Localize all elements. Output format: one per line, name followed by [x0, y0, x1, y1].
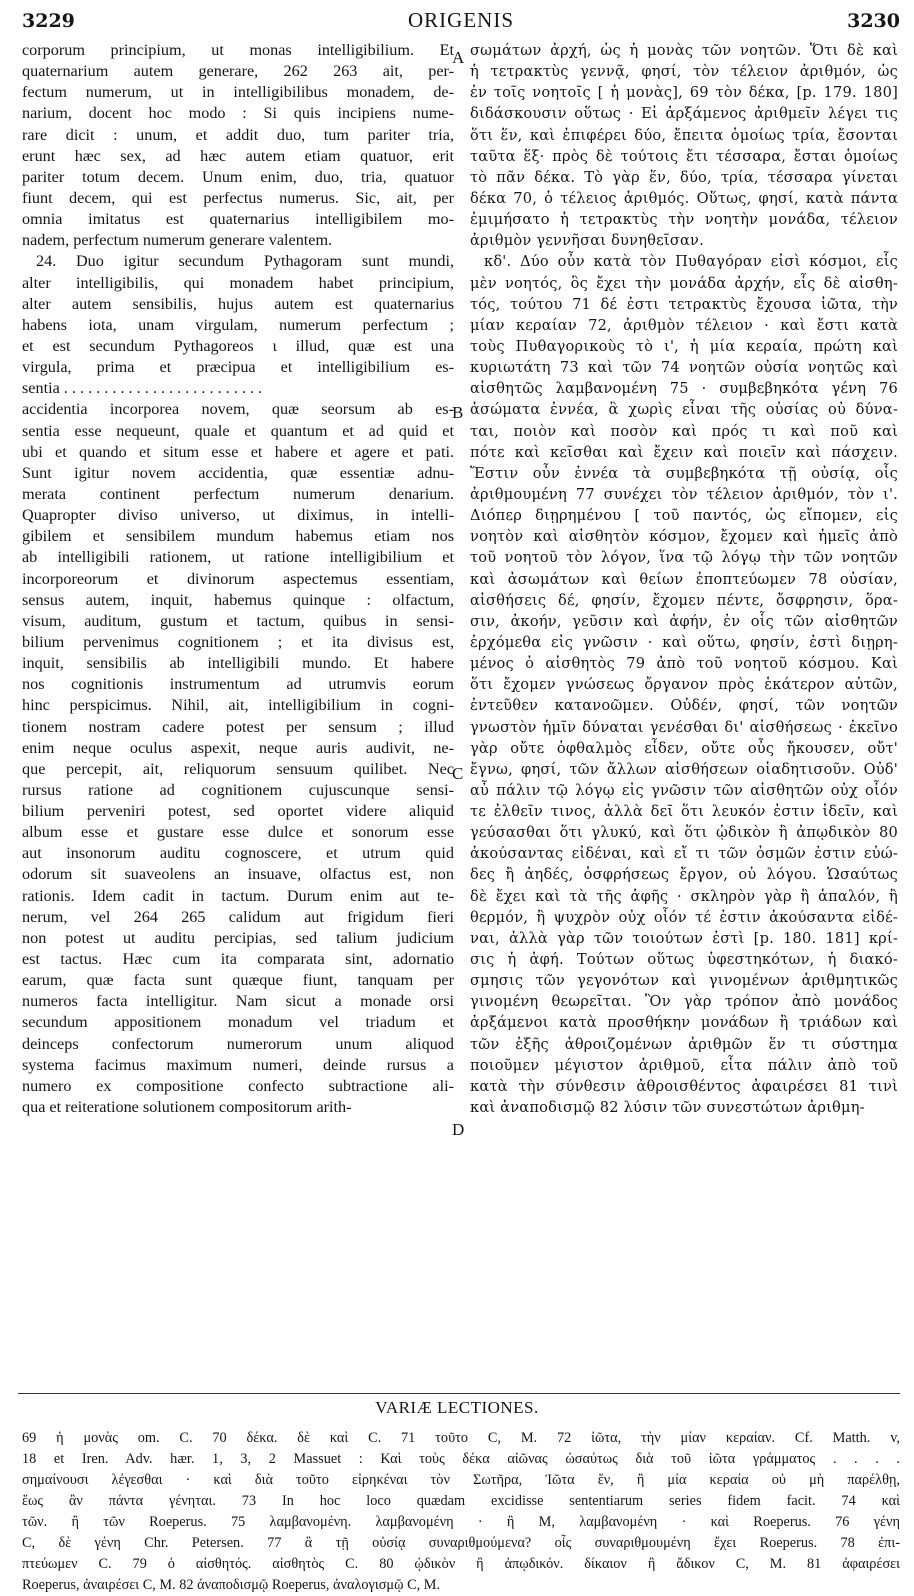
latin-text-line: systema facimus maximum numeri, deinde rursus a — [22, 1055, 454, 1074]
greek-text-line: ἀρξάμενοι κατὰ προσθήκην μονάδων ἢ τριάδων καὶ — [470, 1014, 898, 1032]
greek-text-line: ταῦτα ἕξ· πρὸς δὲ τούτοις ἔτι τέσσαρα, ἔσται ὁμοίως — [470, 147, 898, 165]
latin-text-line: sentia esse nequeunt, quale et quantum et ad quid et — [22, 421, 454, 440]
latin-text-line: nos cognitionis instrumentum ad utrumvis eorum — [22, 675, 454, 694]
page-header — [22, 4, 900, 38]
latin-text-line: est tactus. Hæc cum ita comparata sint, adornatio — [22, 950, 454, 969]
greek-text-line: καὶ ἀσωμάτων καὶ θείων ἐποπτεύωμεν 78 οὐσίαν, — [470, 570, 898, 588]
greek-text-line: τὸ πᾶν δέκα. Τὸ γὰρ ἕν, δύο, τρία, τέσσαρα γίνεται — [470, 168, 898, 186]
note-line: 69 ἡ μονὰς om. C. 70 δέκα. δὲ καὶ C. 71 τοῦτο C, M. 72 ἰῶτα, τὴν μίαν κεραίαν. Cf. Matth. v, — [22, 1430, 900, 1446]
latin-text-line: quaternarium autem generare, 262 263 ait, per- — [22, 62, 454, 81]
latin-text-line: rare dicit : unum, et addit duo, tum pariter tria, — [22, 125, 454, 144]
latin-text-line: rursus ratione ad cognitionem cujuscunque sensi- — [22, 780, 454, 799]
greek-column — [470, 40, 898, 1118]
greek-text-line: σις ἡ ἁφή. Τούτων οὕτως ὑφεστηκότων, ἡ διακό- — [470, 951, 898, 969]
latin-text-line: rationis. Idem cadit in tactum. Durum enim aut te- — [22, 886, 454, 905]
greek-text-line: δες ἢ ἀηδές, ὀσφρήσεως ἔργον, οὐ λόγου. Ὡσαύτως — [470, 866, 898, 884]
margin-letter-c: C — [452, 764, 464, 783]
greek-text-line: ὅτι ἕν, καὶ ἐπιφέρει δύο, ἔπειτα ὁμοίως τρία, ἔσονται — [470, 126, 898, 144]
latin-text-line: fiunt decem, qui est perfectus numerus. Sic, ait, per — [22, 188, 454, 207]
greek-text-line: ναι, ἀλλὰ γὰρ τῶν τοιούτων ἐστὶ [p. 180. 181] κρί- — [470, 929, 898, 947]
greek-text-line: ἀσώματα ἐννέα, ἃ χωρὶς εἶναι τῆς οὐσίας οὐ δύνα- — [470, 401, 898, 419]
latin-text-line: sensus autem, inquit, habemus quinque : olfactum, — [22, 590, 454, 609]
greek-text-line: γεύσασθαι ὅτι γλυκύ, καὶ ὅτι ᾠδικὸν ἢ ἀπῳδικὸν 80 — [470, 824, 898, 842]
greek-text-line: κατὰ τὴν σύνθεσιν ἀθροισθέντος ἀφαιρέσει 81 τινὶ — [470, 1077, 898, 1095]
greek-text-line: μὲν νοητός, ὃς ἔχει τὴν μονάδα ἀρχήν, εἷς δὲ αἰσθη- — [470, 274, 898, 292]
footnote-divider — [18, 1393, 900, 1394]
note-line: πτεύωμεν C. 79 ὁ αἰσθητός. αἰσθητὸς C. 80 ᾠδικὸν ἢ ἀπῳδικόν. δίκαιον ἢ ἄδικον C, M. 81 ἀφαιρέσει — [22, 1556, 900, 1572]
latin-text-line: sentia . . . . . . . . . . . . . . . . . . . . . . . . . — [22, 379, 263, 398]
left-page-number: 3229 — [22, 10, 75, 32]
greek-text-line: ἀριθμὸν γεννῆσαι δυνηθεῖσαν. — [470, 232, 704, 250]
greek-text-line: μίαν κεραίαν 72, ἀριθμὸν τέλειον · καὶ ἔστι κατὰ — [470, 316, 898, 334]
greek-text-line: ται, ποιὸν καὶ ποσὸν καὶ πρός τι καὶ ποῦ καὶ — [470, 422, 898, 440]
greek-text-line: ποιοῦμεν μέγιστον ἀριθμοῦ, εἶτα πάλιν ἀπὸ τοῦ — [470, 1056, 898, 1074]
greek-text-line: σμησις τῶν γεγονότων καὶ γινομένων ἀριθμητικῶς — [470, 972, 898, 990]
greek-text-line: καὶ ἀναποδισμῷ 82 λύσιν τῶν συνεστώτων ἀριθμη- — [470, 1099, 865, 1117]
latin-text-line: accidentia incorporea novem, quæ seorsum ab es- — [22, 400, 454, 419]
note-line: Roeperus, ἀναιρέσει C, M. 82 ἀναποδισμῷ Roeperus, ἀναλογισμῷ C, M. — [22, 1577, 441, 1593]
latin-text-line: corporum principium, ut monas intelligibilium. Et — [22, 41, 454, 59]
latin-text-line: visum, auditum, gustum et tactum, quibus in sensi- — [22, 611, 454, 630]
latin-text-line: habens iota, unam virgulam, numerum perfectum ; — [22, 315, 454, 334]
greek-text-line: ἀκούσαντας εἰδέναι, καὶ εἴ τι τῶν ὀσμῶν ἐστιν εὐώ- — [470, 845, 898, 863]
latin-text-line: odorum sit suaveolens an insuave, olfactus est, non — [22, 865, 454, 884]
latin-text-line: omnia imitatus est quaternarius intelligibilem mo- — [22, 210, 454, 229]
latin-text-line: erunt hæc sex, ad hæc autem etiam quatuor, erit — [22, 146, 454, 165]
margin-letter-a: A — [452, 48, 465, 67]
greek-text-line: τε ἐλθεῖν τινος, ἀλλὰ δεῖ ὅτι λευκόν ἐστιν ἰδεῖν, καὶ — [470, 803, 898, 821]
latin-text-line: narium, docent hoc modo : Si quis incipiens nume- — [22, 104, 454, 123]
latin-text-line: deinceps confectorum numerorum unum aliquod — [22, 1034, 454, 1053]
latin-text-line: Sunt igitur novem accidentia, quæ essentiæ adnu- — [22, 463, 454, 482]
latin-text-line: incorporeorum et divinorum aspectemus essentiam, — [22, 569, 454, 588]
greek-text-line: γινομένη θεωρεῖται. Ὃν γὰρ τρόπον ἀπὸ μονάδος — [470, 993, 898, 1011]
variae-lectiones-title: VARIÆ LECTIONES. — [375, 1398, 539, 1417]
greek-text-line: σωμάτων ἀρχή, ὡς ἡ μονὰς τῶν νοητῶν. Ὅτι δὲ καὶ — [470, 42, 898, 59]
greek-text-line: τῶν ἑξῆς ἀθροιζομένων ἀριθμῶν ἕν τι σύστημα — [470, 1035, 898, 1053]
greek-text-line: νοητὸν καὶ αἰσθητὸν κόσμον, ἔχομεν καὶ ἡμεῖς ἀπὸ — [470, 528, 898, 546]
greek-text-line: γνωστὸν ἡμῖν δύναται γενέσθαι δι' αἰσθήσεως · ἐκεῖνο — [470, 718, 898, 736]
latin-text-line: bilium pervenimus cognitionem ; et ita divisus est, — [22, 632, 454, 651]
latin-text-line: numero ex compositione confecto subtractione ali- — [22, 1076, 454, 1095]
note-line: 18 et Iren. Adv. hær. 1, 3, 2 Massuet : Καὶ τοὺς δέκα αἰῶνας ὡσαύτως διὰ τοῦ ἰῶτα γράμματος . . . . — [22, 1451, 900, 1467]
greek-text-line: Ἔστιν οὖν ἐννέα τὰ συμβεβηκότα τῇ οὐσίᾳ, οἷς — [470, 464, 898, 482]
note-line: C, δὲ γένη Chr. Petersen. 77 ἃ τῇ οὐσίᾳ συναριθμούμενα? οἷς συναριθμουμένη ἔχει Roeperus. 78 ἐπι- — [22, 1535, 900, 1551]
latin-text-line: fectum numerum, ut in intelligibilibus monadem, de- — [22, 83, 454, 102]
note-line: τῶν. ἢ τῶν Roeperus. 75 λαμβανομένη. λαμβανομένη · ἢ M, λαμβανομένη · καὶ Roeperus. 76 γένη — [22, 1514, 900, 1530]
latin-text-line: album esse et gustare esse dulce et sonorum esse — [22, 823, 454, 842]
greek-text-line: ὅτι ἔχομεν γνώσεως ὄργανον πρὸς ἑκάτερον αὐτῶν, — [470, 676, 898, 694]
latin-text-line: earum, quæ facta sunt quæque fiunt, tanquam per — [22, 971, 454, 990]
note-line: σημαίνουσι λέγεσθαι · καὶ διὰ τοῦτο εἰρηκέναι τὸν Σωτῆρα, Ἰῶτα ἕν, ἢ μία κεραία οὐ μὴ παρέλθῃ, — [22, 1472, 900, 1488]
greek-text-line: ἐντεῦθεν κατανοῶμεν. Οὐδέν, φησί, τῶν νοητῶν — [470, 697, 898, 715]
greek-text-line: διδάσκουσιν οὕτως · Εἰ ἀρξάμενος ἀριθμεῖν λέγει τις — [470, 105, 898, 123]
variae-lectiones-notes — [22, 1428, 900, 1596]
greek-text-line: τός, τούτου 71 δέ ἐστι τετρακτὺς ἔχουσα ἰῶτα, τὴν — [470, 295, 898, 313]
right-page-number: 3230 — [847, 10, 900, 32]
margin-letter-d: D — [452, 1120, 465, 1139]
latin-text-line: alter autem sensibilis, hujus autem est quaternarius — [22, 294, 454, 313]
running-title: ORIGENIS — [408, 8, 514, 32]
greek-text-line: ἀριθμουμένη 77 συνέχει τὸν τέλειον ἀριθμόν, τὸν ι'. — [470, 485, 898, 503]
greek-text-line: Διόπερ διῃρημένου [ τοῦ παντός, ὡς εἴπομεν, εἰς — [470, 507, 898, 525]
greek-text-line: ἐν τοῖς νοητοῖς [ ἡ μονὰς], 69 τὸν δέκα, [p. 179. 180] — [470, 84, 898, 102]
greek-text-line: πότε καὶ κεῖσθαι καὶ ἔχειν καὶ ποιεῖν καὶ πάσχειν. — [470, 443, 898, 461]
latin-text-line: ubi et quando et situm esse et habere et agere et pati. — [22, 442, 454, 461]
latin-text-line: qua et reiteratione solutionem compositorum arith- — [22, 1098, 352, 1117]
latin-text-line: inquit, sensibilis ab intelligibili mundo. Et habere — [22, 654, 454, 673]
greek-text-line: κυριωτάτη 73 καὶ τῶν 74 νοητῶν οὐσία νοητῶς καὶ — [470, 359, 898, 377]
greek-text-line: δέκα 70, ὁ τέλειος ἀριθμός. Οὕτως, φησί, κατὰ πάντα — [470, 189, 898, 207]
latin-text-line: enim neque oculus aspexit, neque auris audivit, ne- — [22, 738, 454, 757]
note-line: ἕως ἂν πάντα γένηται. 73 In hoc loco quædam excidisse sententiarum series fidem facit. 74 καὶ — [22, 1493, 900, 1509]
latin-text-line: merata continent perfectum numerum denarium. — [22, 484, 454, 503]
greek-text-line: ἐμιμήσατο ἡ τετρακτὺς τὴν νοητὴν μονάδα, τέλειον — [470, 211, 898, 229]
latin-text-line: alter intelligibilis, qui monadem habet principium, — [22, 273, 454, 292]
greek-text-line: αὖ πάλιν τῷ λόγῳ εἰς γνῶσιν τῶν αἰσθητῶν οὐχ οἷόν — [470, 781, 898, 799]
greek-text-line: τοὺς Πυθαγορικοὺς τὸ ι', ἡ μία κεραία, πρώτη καὶ — [470, 337, 898, 355]
latin-text-line: aut insonorum auditu cognoscere, et utrum quid — [22, 844, 454, 863]
greek-text-line: αἰσθητῶς λαμβανομένη 75 · συμβεβηκότα γένη 76 — [470, 380, 898, 398]
greek-text-line: δὲ ἔχει καὶ τὰ τῆς ἁφῆς · σκληρὸν γὰρ ἢ ἁπαλόν, ἢ — [470, 887, 898, 905]
margin-letter-b: B — [452, 403, 464, 422]
latin-text-line: tionem nostram cadere potest per sensum ; illud — [22, 717, 454, 736]
latin-column — [22, 40, 454, 1118]
greek-text-line: ἔγνω, φησί, τῶν ἄλλων αἰσθήσεων οἱαδητισοῦν. Οὐδ' — [470, 760, 898, 778]
latin-text-line: et est secundum Pythagoreos ι illud, quæ est una — [22, 336, 454, 355]
greek-text-line: κδ'. Δύο οὖν κατὰ τὸν Πυθαγόραν εἰσὶ κόσμοι, εἷς — [484, 253, 898, 271]
greek-text-line: αἰσθήσεις δέ, φησίν, ἔχομεν πέντε, ὄσφρησιν, ὅρα- — [470, 591, 898, 609]
latin-text-line: ab intelligibili rationem, ut ratione intelligibilium et — [22, 548, 454, 567]
latin-text-line: 24. Duo igitur secundum Pythagoram sunt mundi, — [36, 252, 454, 271]
greek-text-line: τοῦ νοητοῦ τὸν λόγον, ἵνα τῷ λόγῳ τὴν τῶν νοητῶν — [470, 549, 898, 567]
greek-text-line: σιν, ἀκοήν, γεῦσιν καὶ ἁφήν, ἐν οἷς τῶν αἰσθητῶν — [470, 612, 898, 630]
latin-text-line: gibilem et sensibilem mundum habemus etiam nos — [22, 527, 454, 546]
latin-text-line: nerum, vel 264 265 calidum aut frigidum fieri — [22, 907, 454, 926]
greek-text-line: γὰρ οὔτε ὀφθαλμὸς εἶδεν, οὔτε οὖς ἤκουσεν, οὔτ' — [470, 739, 898, 757]
latin-text-line: que percepit, ait, reliquorum sensuum quilibet. Nec — [22, 759, 454, 778]
greek-text-line: μένος ὁ αἰσθητὸς 79 ἀπὸ τοῦ νοητοῦ κόσμου. Καὶ — [470, 655, 898, 673]
latin-text-line: virgula, prima et præcipua et intelligibilium es- — [22, 358, 454, 377]
greek-text-line: ἡ τετρακτὺς γεννᾷ, φησί, τὸν τέλειον ἀριθμόν, ὡς — [470, 63, 898, 81]
greek-text-line: θερμόν, ἢ ψυχρὸν οὐχ οἷόν τέ ἐστιν ἀκούσαντα εἰδέ- — [470, 908, 898, 926]
latin-text-line: bilium perveniri potest, sed oportet videre aliquid — [22, 802, 454, 821]
greek-text-line: ἐρχόμεθα εἰς γνῶσιν · καὶ οὕτω, φησίν, ἐστὶ διῃρη- — [470, 633, 898, 651]
latin-text-line: pariter totum decem. Unum enim, duo, tria, quatuor — [22, 167, 454, 186]
latin-text-line: nadem, perfectum numerum generare valentem. — [22, 231, 333, 250]
latin-text-line: hinc perspicimus. Nihil, ait, intelligibilium in cogni- — [22, 696, 454, 715]
latin-text-line: numeros facta intelligitur. Nam sicut a monade orsi — [22, 992, 454, 1011]
latin-text-line: secundum appositionem monadum vel triadum et — [22, 1013, 454, 1032]
latin-text-line: Quapropter diviso universo, ut diximus, in intelli- — [22, 506, 454, 525]
latin-text-line: non potest ut auditu percipias, sed talium judicium — [22, 928, 454, 947]
